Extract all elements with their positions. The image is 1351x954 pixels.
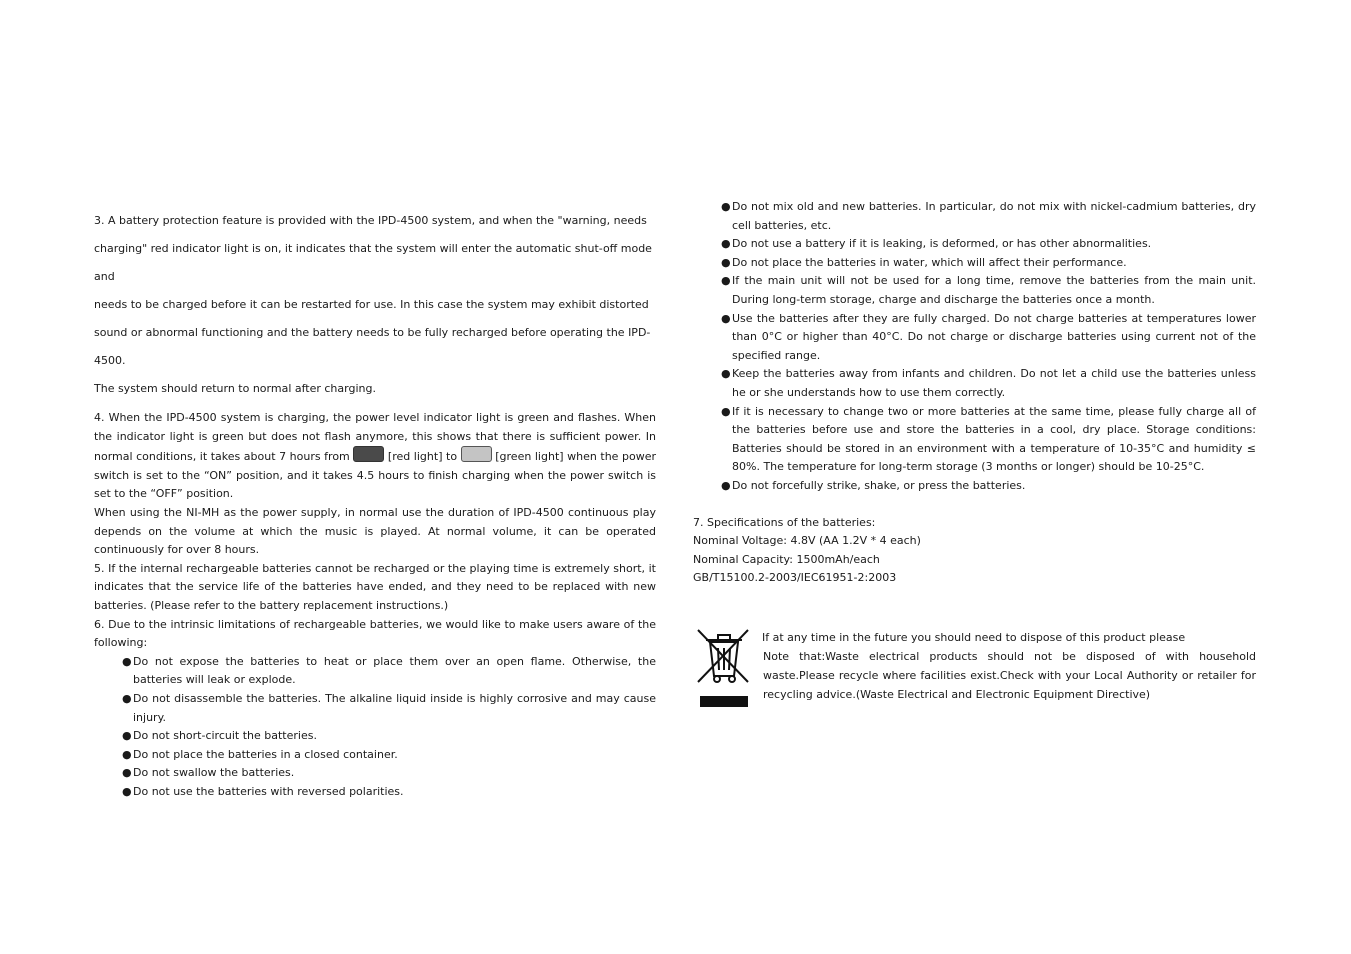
bullet-icon: ● (721, 311, 731, 325)
list-item: ● Do not use the batteries with reversed polarities. (94, 783, 656, 802)
indicator-red-icon (353, 446, 384, 462)
list-item: ● Use the batteries after they are fully charged. Do not charge batteries at temperatures lower than 0°C or higher than 40°C. Do not charge or discharge batteries using current not of the specified range. (721, 311, 1256, 362)
p3-line: charging" red indicator light is on, it indicates that the system will enter the automatic shut-off mode and (94, 242, 652, 283)
p3-line: 3. A battery protection feature is provided with the IPD-4500 system, and when the "warning, needs (94, 214, 647, 227)
list-item: ● If it is necessary to change two or more batteries at the same time, please fully charge all of the batteries before use and store the batteries in a cool, dry place. Storage conditions: Batteries should be stored in an environment with a temperature of 10-35°C and humidity ≤ 80%. The temperature for long-term storage (3 months or longer) should be 10-25°C. (721, 404, 1256, 474)
p4-text-b: [red light] to (387, 450, 458, 464)
p4-text-c: [green light] when the power switch is set to the “ON” position, and it takes 4.5 hours to finish charging when the power switch is set to the “OFF” position. (94, 450, 657, 501)
bullet-icon: ● (122, 747, 132, 761)
list-item: ● Do not disassemble the batteries. The alkaline liquid inside is highly corrosive and may cause injury. (122, 691, 656, 724)
bullet-icon: ● (122, 654, 132, 668)
paragraph-6: 6. Due to the intrinsic limitations of rechargeable batteries, we would like to make users aware of the following: (94, 617, 656, 650)
crossed-bin-icon (696, 628, 752, 708)
bullet-icon: ● (721, 367, 731, 381)
p3-line: needs to be charged before it can be restarted for use. In this case the system may exhibit distorted (94, 298, 649, 311)
list-item: ● Do not place the batteries in a closed container. (94, 746, 656, 765)
list-item: ● Do not swallow the batteries. (94, 764, 656, 783)
spec-voltage: Nominal Voltage: 4.8V (AA 1.2V * 4 each) (693, 534, 921, 548)
list-item: ● Do not forcefully strike, shake, or press the batteries. (693, 477, 1256, 496)
bullet-icon: ● (122, 766, 132, 780)
left-column (94, 207, 656, 801)
bullet-icon: ● (721, 237, 731, 251)
bullet-icon: ● (122, 729, 132, 743)
weee-notice (762, 628, 1256, 704)
p3-line: The system should return to normal after charging. (94, 382, 376, 395)
bullet-icon: ● (721, 255, 731, 269)
bullet-icon: ● (721, 404, 731, 418)
p3-line: sound or abnormal functioning and the battery needs to be fully recharged before operating the IPD-4500. (94, 326, 651, 367)
bullet-icon: ● (122, 691, 132, 705)
list-item: ● If the main unit will not be used for a long time, remove the batteries from the main unit. During long-term storage, charge and discharge the batteries once a month. (721, 274, 1256, 306)
indicator-green-icon (461, 446, 492, 462)
paragraph-nimh: When using the NI-MH as the power supply, in normal use the duration of IPD-4500 continuous play depends on the volume at which the music is played. At normal volume, it can be operated continuously for over 8 hours. (94, 505, 656, 557)
list-item: ● Do not use a battery if it is leaking, is deformed, or has other abnormalities. (693, 235, 1256, 254)
list-item: ● Do not short-circuit the batteries. (94, 727, 656, 746)
left-bullet-list (94, 653, 656, 802)
paragraph-3 (94, 207, 656, 403)
bullet-icon: ● (721, 274, 731, 288)
bullet-icon: ● (122, 784, 132, 798)
paragraph-5: 5. If the internal rechargeable batteries cannot be recharged or the playing time is extremely short, it indicates that the service life of the batteries have ended, and they need to be replaced with new batteries. (Please refer to the battery replacement instructions.) (94, 561, 656, 612)
weee-line-1: If at any time in the future you should need to dispose of this product please (762, 631, 1186, 644)
list-item: ● Do not place the batteries in water, which will affect their performance. (693, 254, 1256, 273)
spec-capacity: Nominal Capacity: 1500mAh/each (693, 552, 880, 566)
bullet-icon: ● (721, 200, 731, 213)
paragraph-4 (94, 409, 656, 504)
bullet-icon: ● (721, 478, 731, 492)
p4-text-a: 4. When the IPD-4500 system is charging, the power level indicator light is green and flashes. When the indicator light is green but does not flash anymore, this shows that there is sufficient power. In normal conditions, it takes about 7 hours from (94, 411, 656, 464)
weee-body: Note that:Waste electrical products should not be disposed of with household waste.Please recycle where facilities exist.Check with your Local Authority or retailer for recycling advice.(Waste Electrical and Electronic Equipment Directive) (763, 650, 1256, 701)
spec-standard: GB/T15100.2-2003/IEC61951-2:2003 (693, 571, 897, 585)
right-bullet-list (693, 198, 1256, 496)
right-column (693, 198, 1256, 588)
list-item: ● Keep the batteries away from infants and children. Do not let a child use the batteries unless he or she understands how to use them correctly. (721, 367, 1256, 399)
spec-title: 7. Specifications of the batteries: (693, 515, 876, 529)
list-item: ● Do not mix old and new batteries. In particular, do not mix with nickel-cadmium batteries, dry cell batteries, etc. (721, 200, 1256, 232)
list-item: ● Do not expose the batteries to heat or place them over an open flame. Otherwise, the batteries will leak or explode. (122, 654, 656, 687)
battery-specifications (693, 514, 1256, 588)
